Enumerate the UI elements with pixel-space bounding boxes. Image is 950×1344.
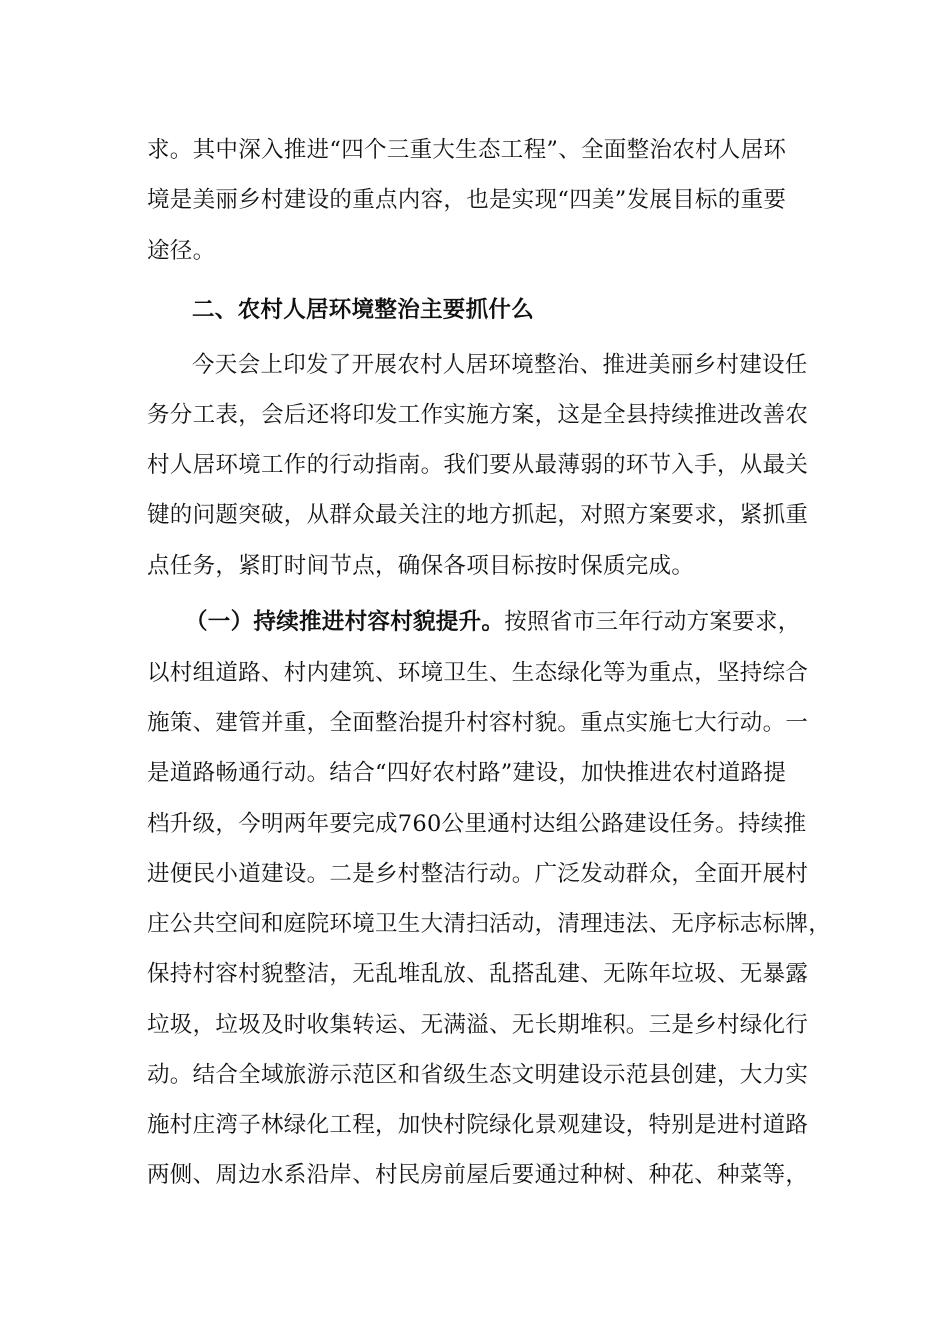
paragraph-1-line-1: 求。其中深入推进“四个三重大生态工程”、全面整治农村人居环 xyxy=(147,137,787,163)
paragraph-2-line-3: 村人居环境工作的行动指南。我们要从最薄弱的环节入手，从最关 xyxy=(147,452,809,478)
paragraph-3-line-2: 以村组道路、村内建筑、环境卫生、生态绿化等为重点，坚持综合 xyxy=(147,660,809,686)
paragraph-3-line-3: 施策、建管并重，全面整治提升村容村貌。重点实施七大行动。一 xyxy=(147,710,809,736)
paragraph-2-line-2: 务分工表，会后还将印发工作实施方案，这是全县持续推进改善农 xyxy=(147,402,809,428)
paragraph-2-line-5: 点任务，紧盯时间节点，确保各项目标按时保质完成。 xyxy=(147,553,695,579)
paragraph-3-line-12: 两侧、周边水系沿岸、村民房前屋后要通过种树、种花、种菜等， xyxy=(147,1162,809,1188)
paragraph-2-line-1: 今天会上印发了开展农村人居环境整治、推进美丽乡村建设任 xyxy=(192,352,808,378)
paragraph-3-line-10: 动。结合全域旅游示范区和省级生态文明建设示范县创建，大力实 xyxy=(147,1062,809,1088)
subheading-title: （一）持续推进村容村貌提升。 xyxy=(185,609,505,635)
paragraph-3-line-8: 保持村容村貌整洁，无乱堆乱放、乱搭乱建、无陈年垃圾、无暴露 xyxy=(147,961,809,987)
paragraph-3-line-11: 施村庄湾子林绿化工程，加快村院绿化景观建设，特别是进村道路 xyxy=(147,1112,809,1138)
paragraph-3-line-9: 垃圾，垃圾及时收集转运、无满溢、无长期堆积。三是乡村绿化行 xyxy=(147,1012,809,1038)
paragraph-1-line-3: 途径。 xyxy=(147,238,216,264)
paragraph-3-line-7: 庄公共空间和庭院环境卫生大清扫活动，清理违法、无序标志标牌， xyxy=(147,911,832,937)
section-heading: 二、农村人居环境整治主要抓什么 xyxy=(192,297,535,323)
paragraph-3-line-4: 是道路畅通行动。结合“四好农村路”建设，加快推进农村道路提 xyxy=(147,760,787,786)
paragraph-1-line-2: 境是美丽乡村建设的重点内容，也是实现“四美”发展目标的重要 xyxy=(147,187,787,213)
paragraph-3-line-5: 档升级，今明两年要完成760公里通村达组公路建设任务。持续推 xyxy=(147,811,807,837)
paragraph-2-line-4: 键的问题突破，从群众最关注的地方抓起，对照方案要求，紧抓重 xyxy=(147,502,809,528)
paragraph-3-line-6: 进便民小道建设。二是乡村整洁行动。广泛发动群众，全面开展村 xyxy=(147,861,809,887)
paragraph-3-line-1 xyxy=(185,607,845,637)
paragraph-3-line-1-rest: 按照省市三年行动方案要求， xyxy=(504,609,801,635)
